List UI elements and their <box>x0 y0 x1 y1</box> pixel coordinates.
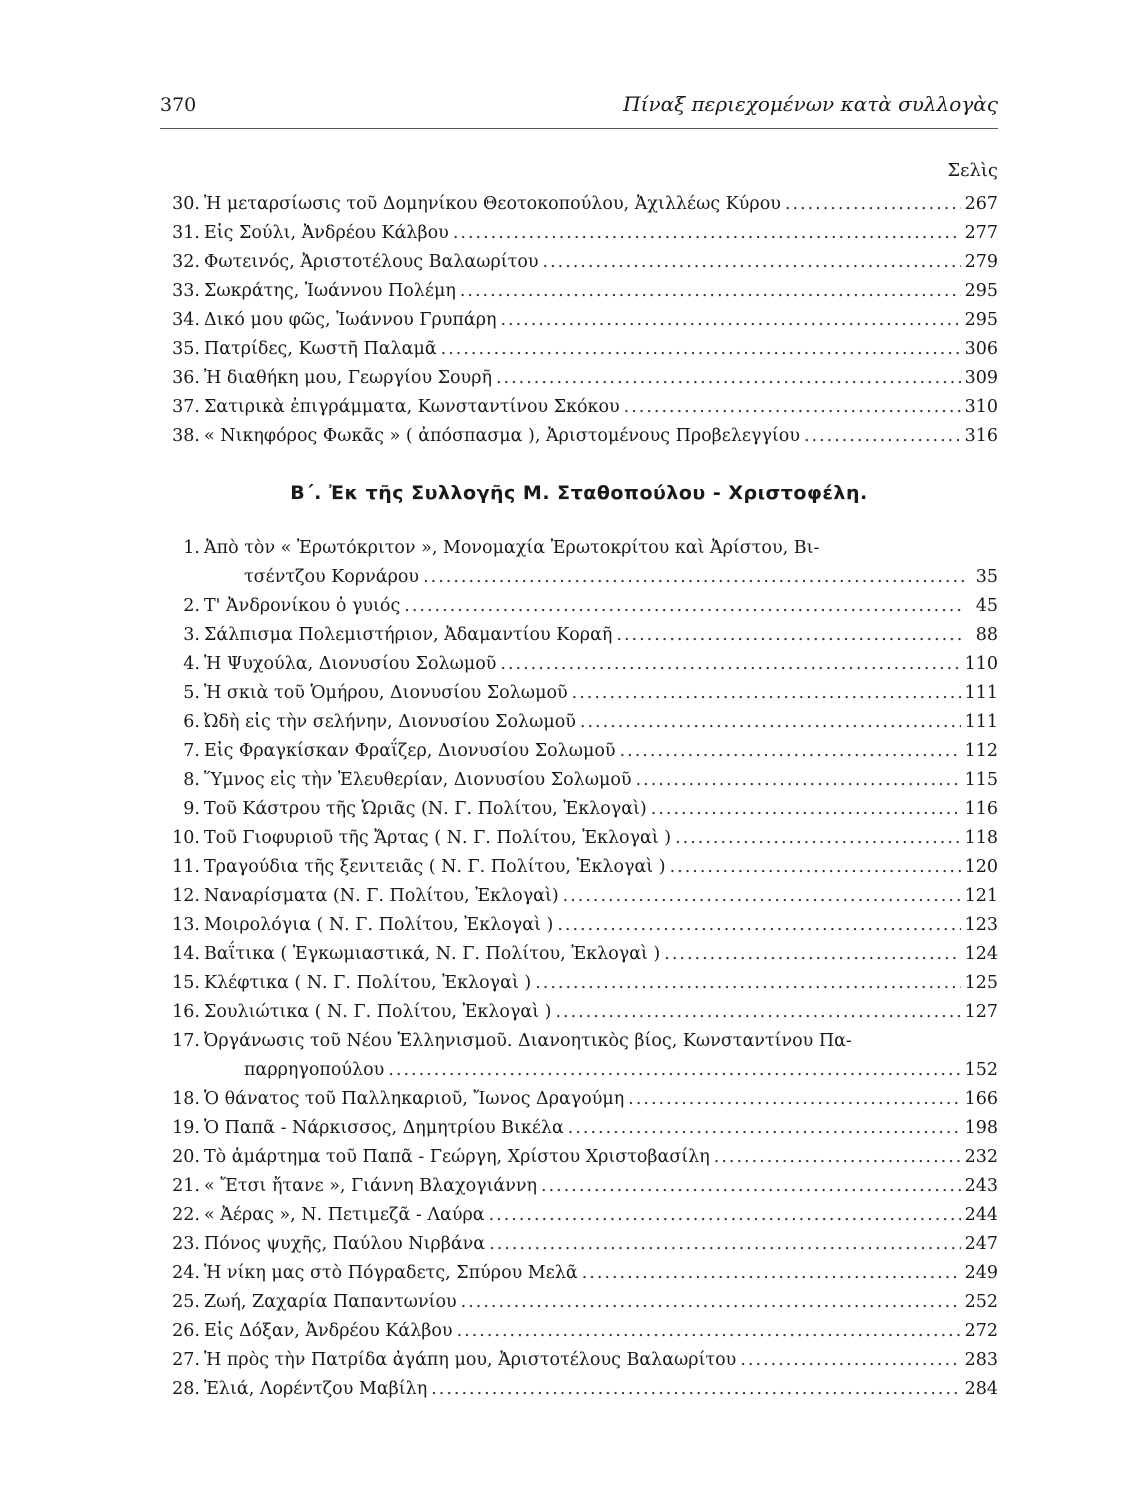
entry-title-line2: τσέντζου Κορνάρου <box>244 567 420 587</box>
toc-entry <box>160 882 998 911</box>
entry-number: 38. <box>172 426 200 446</box>
entry-number: 20. <box>172 1147 200 1167</box>
entry-page: 112 <box>964 741 998 761</box>
entry-page: 252 <box>964 1292 998 1312</box>
entry-title: Πατρίδες, Κωστῆ Παλαμᾶ <box>204 339 437 359</box>
entry-title: Δικό μου φῶς, Ἰωάννου Γρυπάρη <box>204 310 497 330</box>
toc-entry <box>160 1027 998 1056</box>
entry-number: 31. <box>172 223 200 243</box>
entry-page: 198 <box>964 1118 998 1138</box>
dot-leader <box>616 621 964 650</box>
entry-page: 295 <box>964 281 998 301</box>
header-rule <box>160 128 998 129</box>
dot-leader <box>500 306 960 335</box>
entry-title: Σατιρικὰ ἐπιγράμματα, Κωνσταντίνου Σκόκου <box>204 397 620 417</box>
entry-number: 13. <box>172 915 200 935</box>
entry-title: Ἡ διαθήκη μου, Γεωργίου Σουρῆ <box>204 368 492 388</box>
toc-entry <box>160 1143 998 1172</box>
entry-page: 243 <box>964 1176 998 1196</box>
toc-entry <box>160 1259 998 1288</box>
dot-leader <box>580 708 961 737</box>
dot-leader <box>461 1288 961 1317</box>
dot-leader <box>740 1346 960 1375</box>
entry-number: 9. <box>183 799 200 819</box>
entry-number: 22. <box>172 1205 200 1225</box>
section-b-heading: Β΄. Ἐκ τῆς Συλλογῆς Μ. Σταθοπούλου - Χριστοφέλη. <box>290 482 868 504</box>
entry-page: 152 <box>964 1060 998 1080</box>
entry-page: 116 <box>964 799 998 819</box>
toc-entry <box>160 1172 998 1201</box>
entry-number: 25. <box>172 1292 200 1312</box>
entry-title: Ὕμνος εἰς τὴν Ἐλευθερίαν, Διονυσίου Σολωμοῦ <box>204 770 632 790</box>
dot-leader <box>557 911 960 940</box>
toc-entry <box>160 621 998 650</box>
entry-number: 14. <box>172 944 200 964</box>
toc-entry <box>160 592 998 621</box>
toc-entry <box>160 1114 998 1143</box>
entry-page: 120 <box>964 857 998 877</box>
dot-leader <box>563 882 961 911</box>
toc-entry <box>160 1317 998 1346</box>
toc-entry <box>160 190 998 219</box>
entry-title: « Ἔτσι ἤτανε », Γιάννη Βλαχογιάννη <box>204 1176 538 1196</box>
entry-page: 249 <box>964 1263 998 1283</box>
entry-title: Ἐλιά, Λορέντζου Μαβίλη <box>204 1379 428 1399</box>
entry-title: Σάλπισμα Πολεμιστήριον, Ἀδαμαντίου Κοραῆ <box>204 625 613 645</box>
toc-entry-continuation <box>160 1056 998 1085</box>
toc-entry <box>160 364 998 393</box>
dot-leader <box>500 650 960 679</box>
entry-number: 32. <box>172 252 200 272</box>
entry-title-line1: Ὀργάνωσις τοῦ Νέου Ἑλληνισμοῦ. Διανοητικὸς βίος, Κωνσταντίνου Πα- <box>204 1031 852 1051</box>
dot-leader <box>636 766 961 795</box>
entry-number: 19. <box>172 1118 200 1138</box>
toc-entry <box>160 306 998 335</box>
entry-page: 283 <box>964 1350 998 1370</box>
entry-title: Τοῦ Γιοφυριοῦ τῆς Ἄρτας ( Ν. Γ. Πολίτου, Ἐκλογαὶ ) <box>204 828 672 848</box>
dot-leader <box>572 679 961 708</box>
dot-leader <box>453 219 961 248</box>
dot-leader <box>541 1172 961 1201</box>
entry-number: 3. <box>183 625 200 645</box>
entry-title: Εἰς Δόξαν, Ἀνδρέου Κάλβου <box>204 1321 453 1341</box>
entry-page: 123 <box>964 915 998 935</box>
entry-title: Ὁ Παπᾶ - Νάρκισσος, Δημητρίου Βικέλα <box>204 1118 564 1138</box>
entry-page: 115 <box>964 770 998 790</box>
page-number: 370 <box>160 94 197 116</box>
entry-page: 111 <box>964 683 998 703</box>
toc-entry <box>160 248 998 277</box>
dot-leader <box>441 335 961 364</box>
entry-page: 110 <box>964 654 998 674</box>
entry-title: Τραγούδια τῆς ξενιτειᾶς ( Ν. Γ. Πολίτου, Ἐκλογαὶ ) <box>204 857 666 877</box>
entry-number: 4. <box>183 654 200 674</box>
entry-title: Ἡ σκιὰ τοῦ Ὁμήρου, Διονυσίου Σολωμοῦ <box>204 683 568 703</box>
toc-entry-continuation <box>160 563 998 592</box>
dot-leader <box>620 737 961 766</box>
dot-leader <box>664 940 960 969</box>
dot-leader <box>568 1114 961 1143</box>
entry-page: 166 <box>964 1089 998 1109</box>
toc-entry <box>160 1230 998 1259</box>
entry-number: 5. <box>183 683 200 703</box>
entry-title: Ἡ μεταρσίωσις τοῦ Δομηνίκου Θεοτοκοπούλου, Ἀχιλλέως Κύρου <box>204 194 781 214</box>
entry-title: Βαΐτικα ( Ἐγκωμιαστικά, Ν. Γ. Πολίτου, Ἐκλογαὶ ) <box>204 944 661 964</box>
entry-title: Τὸ ἁμάρτημα τοῦ Παπᾶ - Γεώργη, Χρίστου Χριστοβασίλη <box>204 1147 710 1167</box>
entry-page: 284 <box>964 1379 998 1399</box>
entry-title: Σουλιώτικα ( Ν. Γ. Πολίτου, Ἐκλογαὶ ) <box>204 1002 552 1022</box>
dot-leader <box>535 969 960 998</box>
entry-page: 295 <box>964 310 998 330</box>
running-head <box>160 92 998 116</box>
entry-title: Ναναρίσματα (Ν. Γ. Πολίτου, Ἐκλογαὶ) <box>204 886 559 906</box>
toc-entry <box>160 1201 998 1230</box>
entry-title: Ζωή, Ζαχαρία Παπαντωνίου <box>204 1292 457 1312</box>
toc-entry <box>160 650 998 679</box>
entry-title: Μοιρολόγια ( Ν. Γ. Πολίτου, Ἐκλογαὶ ) <box>204 915 554 935</box>
toc-entry <box>160 824 998 853</box>
entry-number: 18. <box>172 1089 200 1109</box>
dot-leader <box>804 422 961 451</box>
entry-page: 279 <box>964 252 998 272</box>
entry-page: 35 <box>975 567 998 587</box>
entry-page: 232 <box>964 1147 998 1167</box>
entry-title: Ἡ Ψυχούλα, Διονυσίου Σολωμοῦ <box>204 654 497 674</box>
entry-title: Ἡ πρὸς τὴν Πατρίδα ἀγάπη μου, Ἀριστοτέλους Βαλαωρίτου <box>204 1350 737 1370</box>
entry-title: Ὁ θάνατος τοῦ Παλληκαριοῦ, Ἴωνος Δραγούμη <box>204 1089 625 1109</box>
toc-entry <box>160 795 998 824</box>
toc-entry <box>160 1085 998 1114</box>
entry-page: 127 <box>964 1002 998 1022</box>
entry-number: 30. <box>172 194 200 214</box>
toc-entry <box>160 940 998 969</box>
entry-page: 124 <box>964 944 998 964</box>
entry-title: « Νικηφόρος Φωκᾶς » ( ἀπόσπασμα ), Ἀριστομένους Προβελεγγίου <box>204 426 800 446</box>
entry-title: Πόνος ψυχῆς, Παύλου Νιρβάνα <box>204 1234 486 1254</box>
entry-number: 2. <box>183 596 200 616</box>
section-a-list <box>160 190 998 451</box>
entry-title: Ἡ νίκη μας στὸ Πόγραδετς, Σπύρου Μελᾶ <box>204 1263 578 1283</box>
toc-entry <box>160 853 998 882</box>
entry-page: 118 <box>964 828 998 848</box>
entry-number: 17. <box>172 1031 200 1051</box>
entry-title: Σωκράτης, Ἰωάννου Πολέμη <box>204 281 456 301</box>
section-b-list <box>160 534 998 1404</box>
entry-number: 7. <box>183 741 200 761</box>
entry-page: 45 <box>975 596 998 616</box>
toc-entry <box>160 393 998 422</box>
entry-page: 316 <box>964 426 998 446</box>
toc-entry <box>160 969 998 998</box>
entry-number: 27. <box>172 1350 200 1370</box>
dot-leader <box>496 364 961 393</box>
page-column-label: Σελὶς <box>947 160 998 181</box>
entry-number: 16. <box>172 1002 200 1022</box>
toc-entry <box>160 737 998 766</box>
dot-leader <box>785 190 961 219</box>
entry-number: 35. <box>172 339 200 359</box>
entry-number: 34. <box>172 310 200 330</box>
entry-page: 121 <box>964 886 998 906</box>
toc-entry <box>160 766 998 795</box>
entry-title: Εἰς Φραγκίσκαν Φραΐζερ, Διονυσίου Σολωμοῦ <box>204 741 616 761</box>
dot-leader <box>388 1056 960 1085</box>
entry-number: 1. <box>183 538 200 558</box>
running-title: Πίναξ περιεχομένων κατὰ συλλογὰς <box>623 92 998 116</box>
entry-title: « Ἀέρας », Ν. Πετιμεζᾶ - Λαύρα <box>204 1205 485 1225</box>
toc-entry <box>160 277 998 306</box>
entry-number: 23. <box>172 1234 200 1254</box>
toc-entry <box>160 911 998 940</box>
entry-page: 247 <box>964 1234 998 1254</box>
entry-title: Κλέφτικα ( Ν. Γ. Πολίτου, Ἐκλογαὶ ) <box>204 973 532 993</box>
entry-title: Ὠδὴ εἰς τὴν σελήνην, Διονυσίου Σολωμοῦ <box>204 712 576 732</box>
dot-leader <box>489 1201 961 1230</box>
entry-page: 88 <box>975 625 998 645</box>
dot-leader <box>423 563 964 592</box>
entry-title-line1: Ἀπὸ τὸν « Ἐρωτόκριτον », Μονομαχία Ἐρωτοκρίτου καὶ Ἀρίστου, Βι- <box>204 538 820 558</box>
toc-entry <box>160 708 998 737</box>
toc-entry <box>160 679 998 708</box>
entry-number: 15. <box>172 973 200 993</box>
entry-page: 277 <box>964 223 998 243</box>
entry-number: 24. <box>172 1263 200 1283</box>
entry-page: 310 <box>964 397 998 417</box>
dot-leader <box>460 277 961 306</box>
dot-leader <box>670 853 961 882</box>
entry-number: 6. <box>183 712 200 732</box>
entry-number: 36. <box>172 368 200 388</box>
toc-entry <box>160 1288 998 1317</box>
entry-number: 21. <box>172 1176 200 1196</box>
entry-title: Τ' Ἀνδρονίκου ὁ γυιός <box>204 596 401 616</box>
dot-leader <box>457 1317 961 1346</box>
entry-page: 306 <box>964 339 998 359</box>
entry-number: 26. <box>172 1321 200 1341</box>
entry-number: 11. <box>172 857 200 877</box>
entry-page: 267 <box>964 194 998 214</box>
entry-number: 8. <box>183 770 200 790</box>
entry-title: Τοῦ Κάστρου τῆς Ὡριᾶς (Ν. Γ. Πολίτου, Ἐκλογαὶ) <box>204 799 647 819</box>
entry-title-line2: παρρηγοπούλου <box>244 1060 385 1080</box>
entry-number: 10. <box>172 828 200 848</box>
toc-entry <box>160 335 998 364</box>
entry-page: 111 <box>964 712 998 732</box>
entry-title: Εἰς Σούλι, Ἀνδρέου Κάλβου <box>204 223 449 243</box>
toc-entry <box>160 998 998 1027</box>
entry-number: 37. <box>172 397 200 417</box>
toc-entry <box>160 1375 998 1404</box>
entry-title: Φωτεινός, Ἀριστοτέλους Βαλαωρίτου <box>204 252 539 272</box>
entry-page: 309 <box>964 368 998 388</box>
dot-leader <box>675 824 960 853</box>
dot-leader <box>628 1085 960 1114</box>
dot-leader <box>431 1375 960 1404</box>
toc-entry <box>160 422 998 451</box>
toc-entry <box>160 219 998 248</box>
dot-leader <box>555 998 960 1027</box>
dot-leader <box>489 1230 960 1259</box>
dot-leader <box>651 795 961 824</box>
dot-leader <box>543 248 961 277</box>
dot-leader <box>582 1259 961 1288</box>
entry-page: 125 <box>964 973 998 993</box>
entry-page: 272 <box>964 1321 998 1341</box>
entry-number: 12. <box>172 886 200 906</box>
entry-number: 33. <box>172 281 200 301</box>
dot-leader <box>714 1143 961 1172</box>
toc-entry <box>160 1346 998 1375</box>
entry-number: 28. <box>172 1379 200 1399</box>
entry-page: 244 <box>964 1205 998 1225</box>
dot-leader <box>624 393 961 422</box>
dot-leader <box>404 592 964 621</box>
toc-entry <box>160 534 998 563</box>
